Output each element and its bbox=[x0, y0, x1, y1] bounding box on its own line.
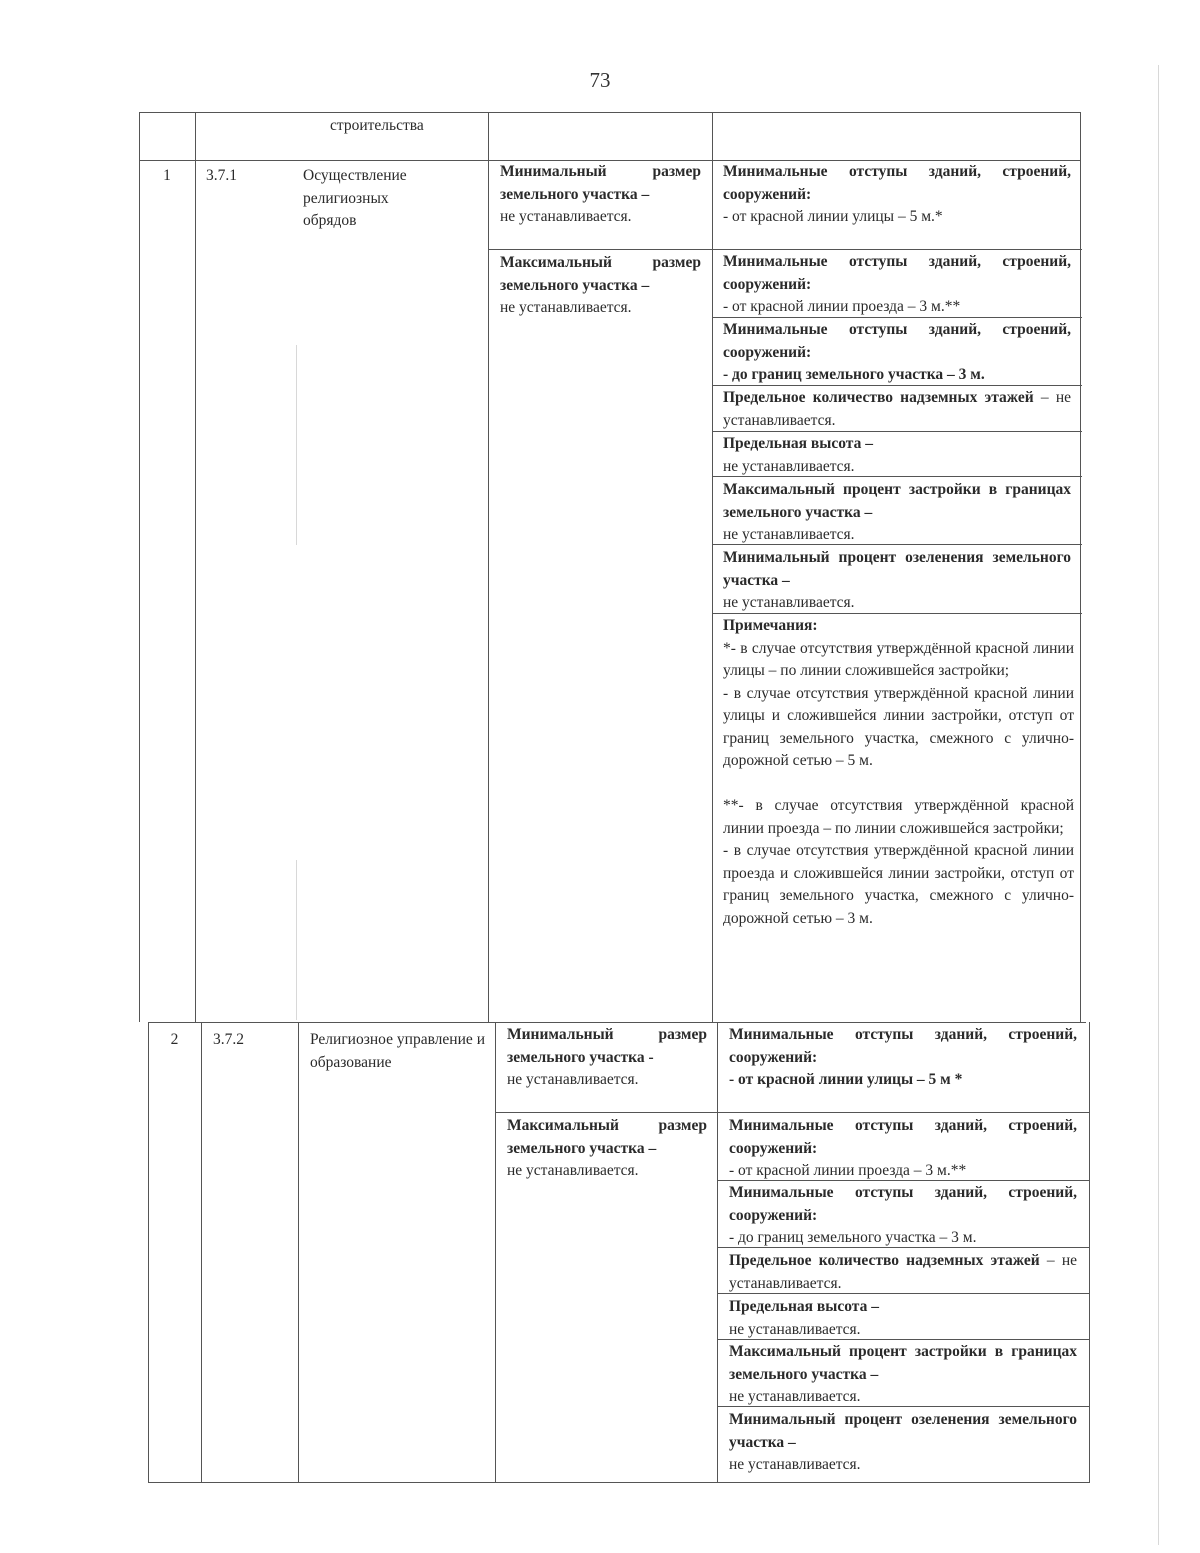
col-border bbox=[1089, 1022, 1090, 1482]
param-value: - от красной линии улицы – 5 м.* bbox=[723, 208, 943, 225]
param-cell bbox=[723, 319, 1071, 387]
param-title: Максимальный процент застройки в границах земельного участка – bbox=[723, 481, 1071, 521]
cell-divider bbox=[488, 249, 712, 250]
col-border bbox=[717, 1022, 718, 1482]
param-title: Предельное количество надземных этажей bbox=[723, 389, 1034, 406]
scan-edge-mark bbox=[296, 860, 297, 1020]
param-cell bbox=[723, 387, 1071, 432]
param-cell bbox=[723, 251, 1071, 319]
param-value: не устанавливается. bbox=[729, 1320, 861, 1338]
max-size-cell bbox=[507, 1115, 707, 1183]
param-title: Минимальный процент озеленения земельного участка – bbox=[723, 549, 1071, 589]
cell-divider bbox=[712, 249, 1082, 250]
col-border bbox=[488, 112, 489, 1022]
col-border bbox=[201, 1022, 202, 1482]
param-value: не устанавливается. bbox=[723, 594, 855, 611]
min-size-value: не устанавливается. bbox=[500, 208, 632, 225]
param-value: не устанавливается. bbox=[729, 1456, 861, 1473]
param-cell bbox=[723, 161, 1071, 229]
param-cell bbox=[729, 1341, 1077, 1409]
scan-edge-mark bbox=[1158, 65, 1159, 1545]
max-size-cell bbox=[500, 252, 701, 320]
param-title: Минимальные отступы зданий, строений, сооружений: bbox=[729, 1184, 1077, 1224]
col-border bbox=[139, 112, 140, 1022]
row-name: Осуществление религиозных обрядов bbox=[303, 167, 407, 229]
min-size-cell bbox=[507, 1024, 707, 1092]
param-title: Минимальные отступы зданий, строений, сооружений: bbox=[723, 253, 1071, 293]
param-title: Минимальные отступы зданий, строений, сооружений: bbox=[723, 321, 1071, 361]
row-name: Религиозное управление и образование bbox=[310, 1031, 485, 1071]
note-paragraph: - в случае отсутствия утверждённой красной линии улицы и сложившейся линии застройки, отступ от границ земельного участка, смежного с улично-дорожной сетью – 5 м. bbox=[723, 684, 1074, 769]
col-border bbox=[1080, 112, 1081, 1022]
note-paragraph: - в случае отсутствия утверждённой красной линии проезда и сложившейся линии застройки, отступ от границ земельного участка, смежного с улично-дорожной сетью – 3 м. bbox=[723, 842, 1074, 927]
row-code: 3.7.1 bbox=[206, 167, 237, 184]
param-cell bbox=[723, 547, 1071, 615]
param-cell bbox=[729, 1024, 1077, 1092]
header-cell-text: строительства bbox=[330, 117, 424, 134]
param-value: не устанавливается. bbox=[723, 457, 855, 475]
max-size-value: не устанавливается. bbox=[500, 299, 632, 316]
row-number: 1 bbox=[163, 167, 171, 184]
min-size-title: Минимальный размер земельного участка - bbox=[507, 1026, 707, 1066]
col-border bbox=[298, 1022, 299, 1482]
param-value: - от красной линии проезда – 3 м.** bbox=[729, 1162, 967, 1179]
max-size-title: Максимальный размер земельного участка – bbox=[500, 254, 701, 294]
param-cell bbox=[729, 1296, 1077, 1341]
param-title: Максимальный процент застройки в границах земельного участка – bbox=[729, 1343, 1077, 1383]
param-cell bbox=[729, 1409, 1077, 1477]
cell-divider bbox=[717, 1112, 1089, 1113]
scan-edge-mark bbox=[296, 345, 297, 545]
param-title: Минимальные отступы зданий, строений, сооружений: bbox=[723, 163, 1071, 203]
param-value: - от красной линии проезда – 3 м.** bbox=[723, 298, 961, 315]
param-value: - до границ земельного участка – 3 м. bbox=[729, 1229, 977, 1246]
row-divider bbox=[148, 1022, 1086, 1023]
param-title: Минимальный процент озеленения земельного участка – bbox=[729, 1411, 1077, 1451]
notes-cell bbox=[723, 615, 1074, 930]
min-size-title: Минимальный размер земельного участка – bbox=[500, 163, 701, 203]
min-size-cell bbox=[500, 161, 701, 229]
param-cell bbox=[723, 433, 1071, 478]
param-value: не устанавливается. bbox=[729, 1388, 861, 1405]
col-border bbox=[195, 112, 196, 1022]
note-paragraph: **- в случае отсутствия утверждённой красной линии проезда – по линии сложившейся застройки; bbox=[723, 797, 1074, 837]
param-value: – не устанавливается. bbox=[723, 389, 1071, 429]
col-border bbox=[495, 1022, 496, 1482]
param-title: Предельное количество надземных этажей bbox=[729, 1252, 1040, 1269]
param-cell bbox=[729, 1182, 1077, 1250]
row-number: 2 bbox=[170, 1031, 179, 1048]
param-title: Минимальные отступы зданий, строений, сооружений: bbox=[729, 1026, 1077, 1066]
param-value: не устанавливается. bbox=[723, 526, 855, 543]
param-value: – не устанавливается. bbox=[729, 1252, 1077, 1292]
param-title: Минимальные отступы зданий, строений, сооружений: bbox=[729, 1117, 1077, 1157]
min-size-value: не устанавливается. bbox=[507, 1071, 639, 1088]
col-border bbox=[712, 112, 713, 1022]
param-title: Предельная высота – bbox=[723, 435, 873, 452]
max-size-value: не устанавливается. bbox=[507, 1162, 639, 1179]
cell-divider bbox=[495, 1112, 717, 1113]
col-border bbox=[148, 1022, 149, 1482]
notes-title: Примечания: bbox=[723, 617, 818, 634]
param-value: - от красной линии улицы – 5 м * bbox=[729, 1071, 963, 1088]
param-cell bbox=[723, 479, 1071, 547]
row-code: 3.7.2 bbox=[213, 1031, 244, 1048]
note-paragraph: *- в случае отсутствия утверждённой красной линии улицы – по линии сложившейся застройки; bbox=[723, 639, 1074, 679]
max-size-title: Максимальный размер земельного участка – bbox=[507, 1117, 707, 1157]
table-top-border bbox=[139, 112, 1080, 113]
page-number: 73 bbox=[589, 68, 611, 92]
param-value: - до границ земельного участка – 3 м. bbox=[723, 366, 985, 383]
param-cell bbox=[729, 1250, 1077, 1295]
param-title: Предельная высота – bbox=[729, 1298, 879, 1315]
param-cell bbox=[729, 1115, 1077, 1183]
table-bottom-border bbox=[148, 1482, 1090, 1483]
